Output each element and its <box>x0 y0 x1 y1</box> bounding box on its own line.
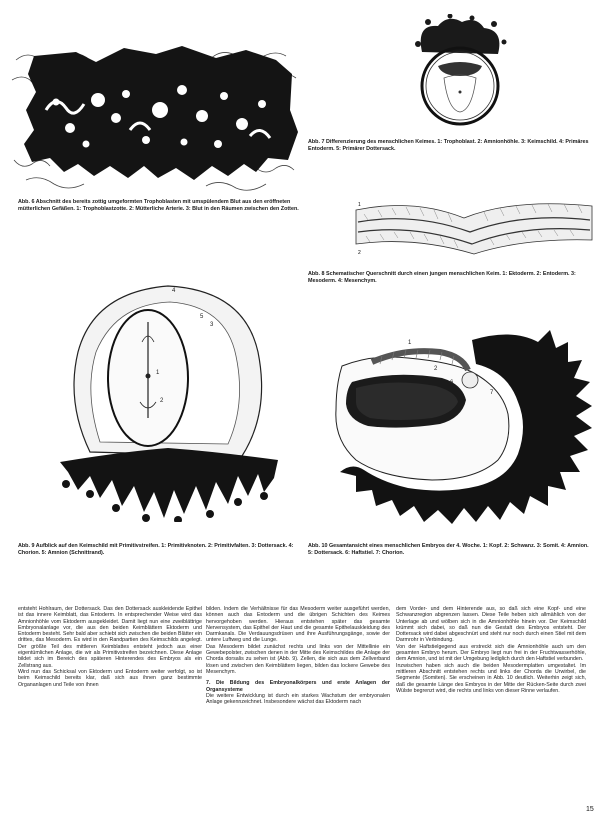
column1-paragraph-1: entsteht Hohlraum, der Dottersack. Das den Dottersack auskleidende Epithel ist das innere Keimblatt, das Entoderm. In entsprechender Weise wird das Amnionhöhle vom Ektoderm ausgekleidet. Damit liegt nun eine zweiblättrige Embryonalanlage vor, die aus den beiden Keimblättern Ektoderm und Entoderm besteht. Sehr bald aber schiebt sich zwischen die beiden Blätter ein drittes, das Mesoderm. Es wird in den Randpartien des Keimschilds angelegt. Der größte Teil des mittleren Keimblattes entsteht jedoch aus einer eigentümlichen Anlage, die wir als Primitivstreifen bezeichnen. Diese Anlage bildet sich im Bereich des späteren Hinterendes des Embryos als ein Zellstrang aus. <box>18 606 202 669</box>
figure-7 <box>408 14 512 132</box>
text-column-1 <box>18 606 202 688</box>
figure-9 <box>60 282 278 522</box>
column2-paragraph-1: bilden. Indem die Verhältnisse für das Mesoderm weiter ausgeführt werden, können auch das Entoderm und die übrigen Schichten des Keimes hervorgehoben werden. Hieraus entstehen später das gesamte Nervensystem, das Epithel der Haut und die gesamte Epithelauskleidung des Darmkanals. Die Verdauungsdrüsen und ihre Ausführungsgänge, sowie der untere Luftweg und die Lunge. <box>206 606 390 644</box>
germ-cross-section-illustration <box>354 192 594 258</box>
section-heading: 7. Die Bildung des Embryonalkörpers und erste Anlagen der Organsysteme <box>206 680 390 693</box>
column3-paragraph-2: Von der Haftstielgegend aus erstreckt sich die Amnionhöhle auch um den gesamten Embryo herum. Der Embryo liegt nun frei in der Fruchtwasserhöhle, dem Amnion, und ist mit der Umgebung lediglich durch den Haftstiel verbunden. <box>396 643 586 663</box>
fig10-label-2: 2 <box>434 366 438 372</box>
fig9-label-1: 1 <box>156 370 160 376</box>
column1-paragraph-2: Wird nun das Schicksal von Ektoderm und Entoderm weiter verfolgt, so ist beim Keimschild bereits klar, daß sich aus ihnen ganz bestimmte Organanlagen und Teile von ihnen <box>18 668 202 688</box>
caption-abb8: Abb. 8 Schematischer Querschnitt durch einen jungen menschlichen Keim. 1: Ektoderm. 2: Entoderm. 3: Mesoderm. 4: Mesenchym. <box>308 271 576 284</box>
trophoblast-villi-illustration <box>6 40 304 198</box>
caption-abb9: Abb. 9 Aufblick auf den Keimschild mit Primitivstreifen. 1: Primitivknoten. 2: Primitivfalten. 3: Dottersack. 4: Chorion. 5: Amnion (Schnittrand). <box>18 543 294 556</box>
text-column-3 <box>396 606 586 694</box>
caption-abb7: Abb. 7 Differenzierung des menschlichen Keimes. 1: Trophoblast. 2: Amnionhöhle. 3: Keimschild. 4: Primäres Entoderm. 5: Primärer Dottersack. <box>308 139 589 152</box>
page-number: 15 <box>586 806 594 813</box>
fig10-label-7: 7 <box>490 390 494 396</box>
fig10-label-1: 1 <box>408 340 412 346</box>
fig9-label-2: 2 <box>160 398 164 404</box>
column3-paragraph-3: Inzwischen haben sich auch die beiden Mesodermplatten umgestaltet. Im mittleren Abschnitt entstehen rechts und links der Chorda die Urwirbel, die Segmente (Somiten). Sie erscheinen in Abb. 10 deutlich. Weiterhin zeigt sich, daß die gesamte Länge des Embryos in der Mitte der Rücken-Seite durch zwei Wülste begrenzt wird, die rechts und links von dieser Rinne verlaufen. <box>396 662 586 694</box>
caption-abb10: Abb. 10 Gesamtansicht eines menschlichen Embryos der 4. Woche. 1: Kopf. 2: Schwanz. 3: Somit. 4: Amnion. 5: Dottersack. 6: Haftstiel. 7: Chorion. <box>308 543 589 556</box>
text-column-2 <box>206 606 390 705</box>
fig9-label-4: 4 <box>172 288 176 294</box>
figure-8 <box>354 192 594 258</box>
caption-abb6: Abb. 6 Abschnitt des bereits zottig umgeformten Trophoblasten mit umspülendem Blut aus den eröffneten mütterlichen Gefäßen. 1: Trophoblastzotte. 2: Mütterliche Arterie. 3: Blut in den Räumen zwischen den Zotten. <box>18 199 299 212</box>
column3-paragraph-1: dem Vorder- und dem Hinterende aus, so daß sich eine Kopf- und eine Schwanzregion abgrenzen lassen. Diese Teile heben sich allmählich von der Unterlage ab und wölben sich in die Amnionhöhle hinein vor. Der Keimschild krümmt sich dabei, so daß nun die Gestalt des Embryos entsteht. Der Dottersack wird dabei abgeschnürt und steht nur noch durch einen Stiel mit dem Darmrohr in Verbindung. <box>396 606 586 644</box>
figure-6 <box>6 40 304 198</box>
column2-paragraph-3: Die weitere Entwicklung ist durch ein starkes Wachstum der embryonalen Anlage gekennzeichnet. Insbesondere wächst das Ektoderm nach <box>206 692 390 706</box>
fig8-label-1: 1 <box>358 202 361 208</box>
germ-differentiation-illustration <box>408 14 512 132</box>
fig8-label-2: 2 <box>358 250 361 256</box>
fig10-label-6: 6 <box>450 380 454 386</box>
column2-paragraph-2: Das Mesoderm bildet zunächst rechts und links von der Mittellinie ein Gewebepolster, zwischen denen in der Mitte des Keimschildes die Anlage der Chorda dorsalis zu sehen ist (Abb. 9). Zellen, die sich aus dem Zellverband lösen und zwischen den Keimblättern liegen, bilden das lockere Gewebe des Mesenchym. <box>206 643 390 675</box>
fig9-label-3: 3 <box>210 322 214 328</box>
embryonic-disc-illustration <box>60 282 278 522</box>
fig9-label-5: 5 <box>200 314 204 320</box>
figure-10 <box>312 322 596 542</box>
embryo-4-weeks-illustration <box>312 322 596 542</box>
